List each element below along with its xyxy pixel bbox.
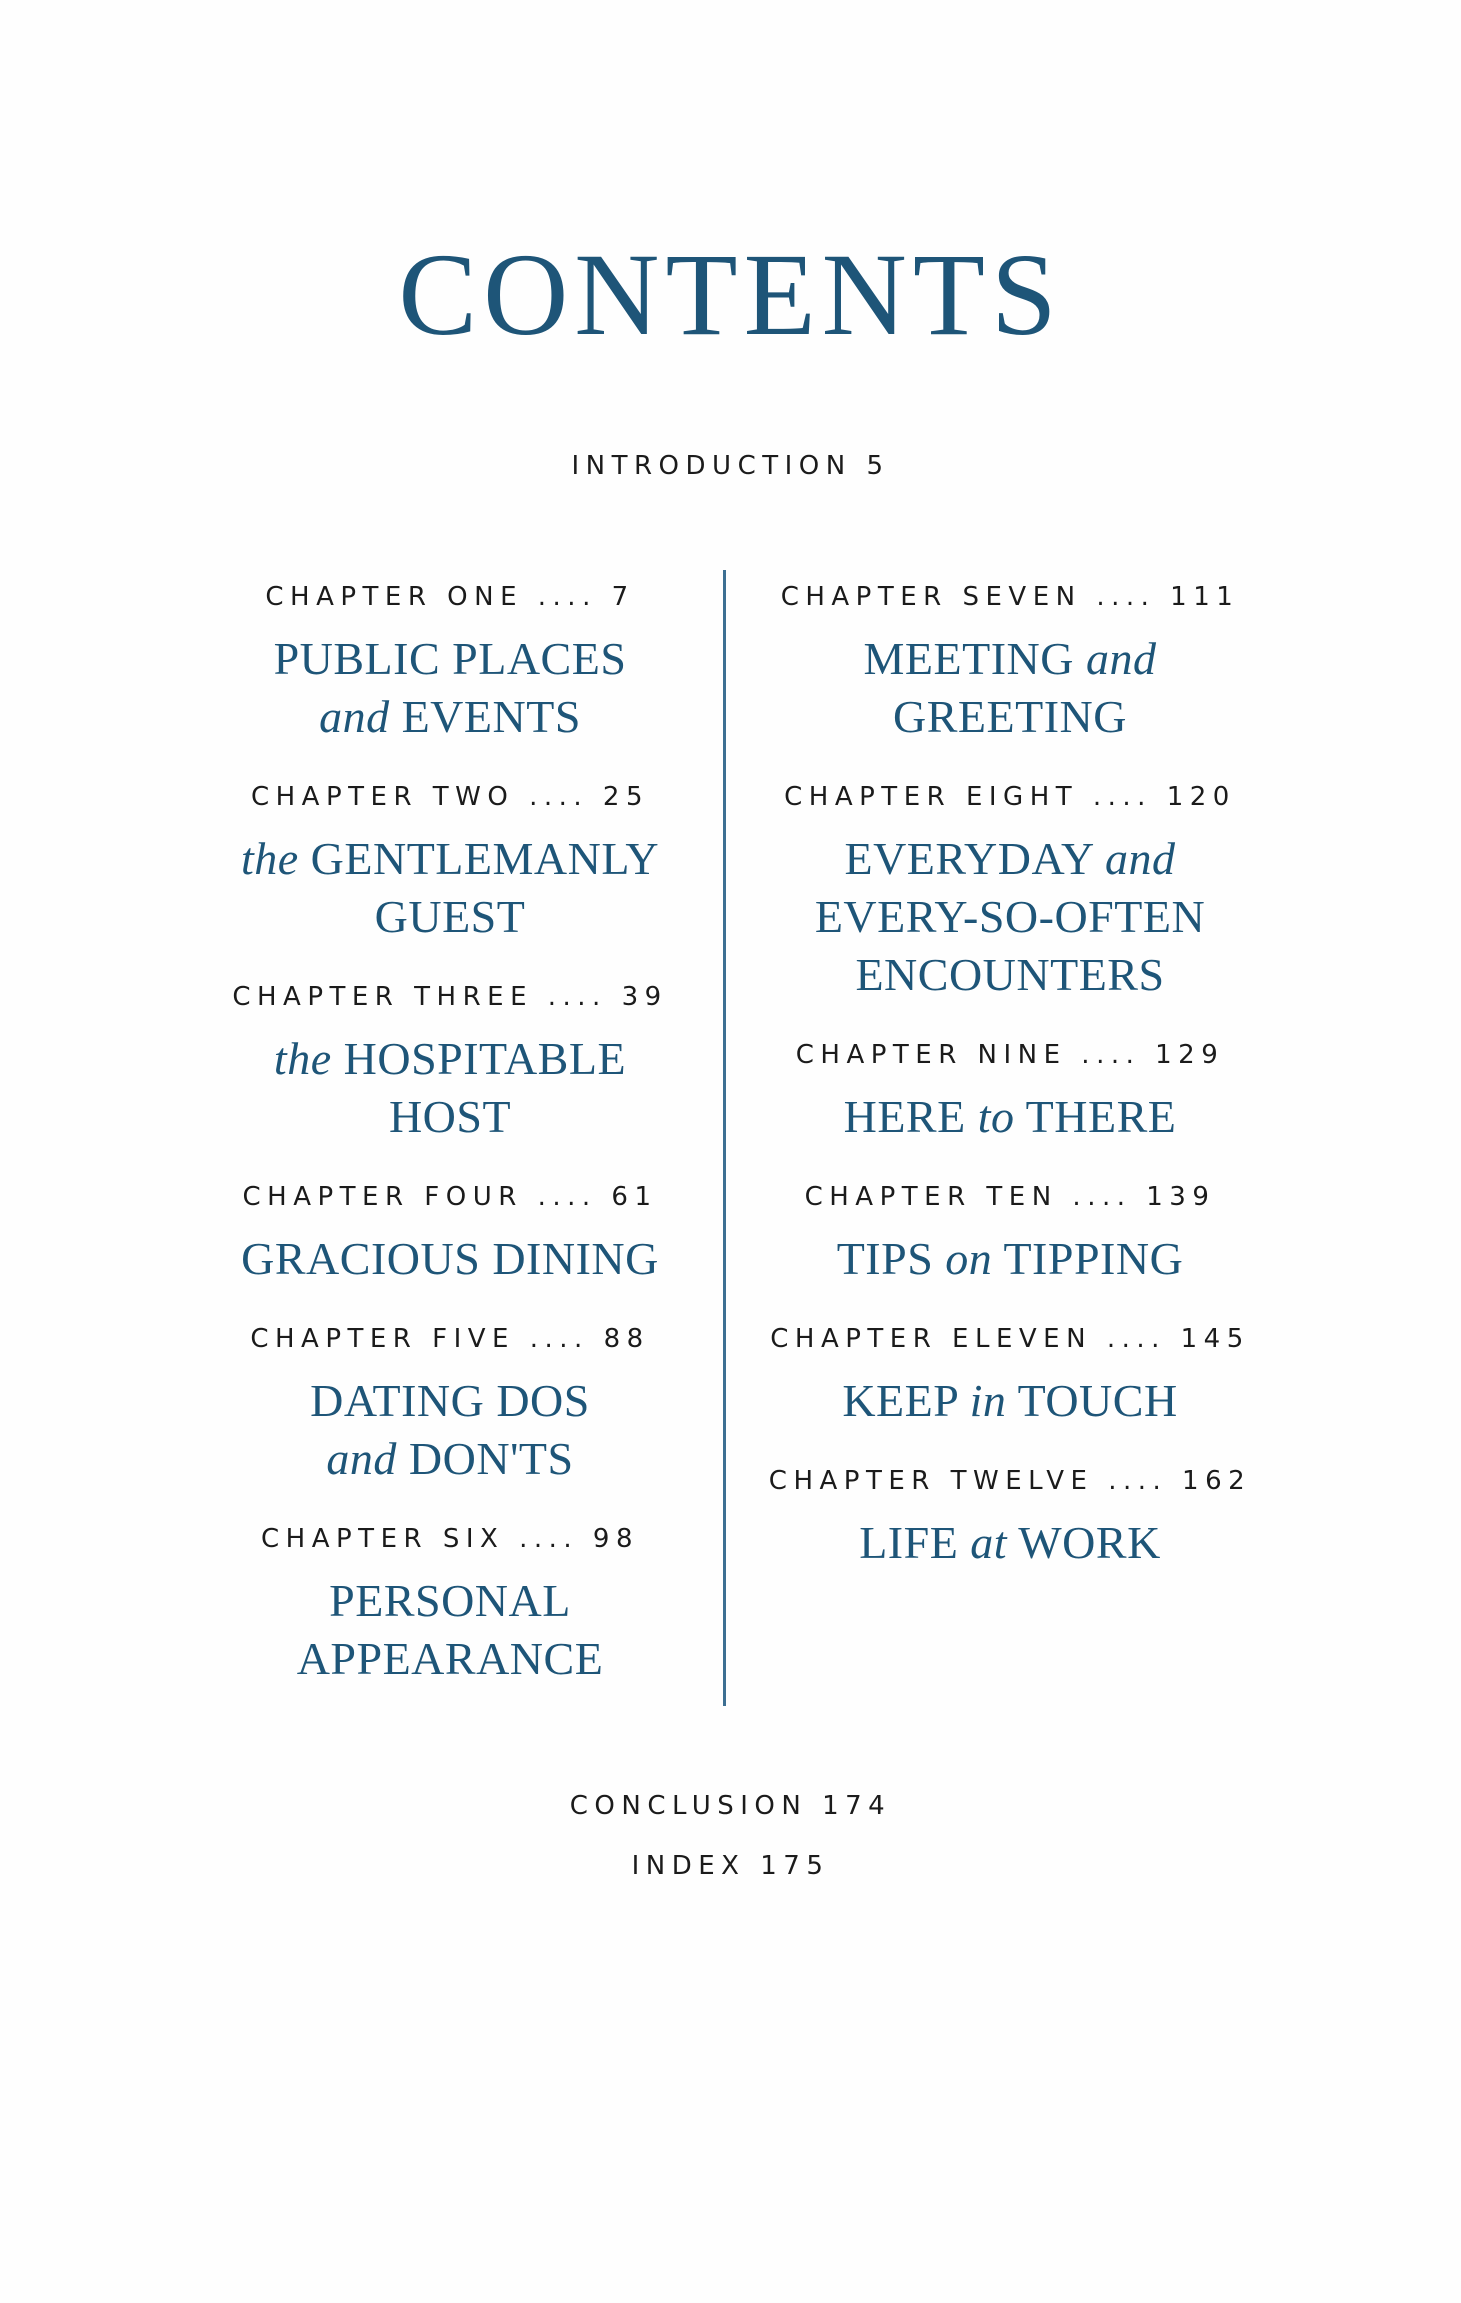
chapter-label: CHAPTER TWO .... 25 xyxy=(250,782,650,812)
chapter-title-line: EVERY-SO-OFTEN xyxy=(814,891,1206,942)
chapter-entry-nine[interactable] xyxy=(730,1038,1290,1146)
chapter-label: CHAPTER TWELVE .... 162 xyxy=(768,1466,1252,1496)
chapter-entry-twelve[interactable] xyxy=(730,1464,1290,1572)
chapter-entry-one[interactable] xyxy=(170,580,730,746)
chapter-title xyxy=(730,630,1290,746)
chapter-entry-four[interactable] xyxy=(170,1180,730,1288)
chapter-label: CHAPTER FIVE .... 88 xyxy=(250,1324,650,1354)
chapter-title-line: PERSONAL xyxy=(329,1575,571,1626)
chapter-entry-ten[interactable] xyxy=(730,1180,1290,1288)
chapter-title-line: PUBLIC PLACES xyxy=(273,633,627,684)
chapter-title-line: MEETING and xyxy=(863,633,1157,684)
chapter-title xyxy=(170,1372,730,1488)
chapter-title-line: LIFE at WORK xyxy=(859,1517,1161,1568)
chapter-label: CHAPTER THREE .... 39 xyxy=(232,982,668,1012)
chapter-entry-eight[interactable] xyxy=(730,780,1290,1004)
chapter-entry-six[interactable] xyxy=(170,1522,730,1688)
chapter-entry-three[interactable] xyxy=(170,980,730,1146)
chapter-label: CHAPTER NINE .... 129 xyxy=(795,1040,1225,1070)
chapter-label: CHAPTER ONE .... 7 xyxy=(265,582,635,612)
chapter-title xyxy=(730,1230,1290,1288)
chapter-label: CHAPTER ELEVEN .... 145 xyxy=(770,1324,1250,1354)
chapter-title-line: the HOSPITABLE xyxy=(273,1033,627,1084)
chapter-entry-five[interactable] xyxy=(170,1322,730,1488)
chapter-title-line: APPEARANCE xyxy=(296,1633,604,1684)
chapter-label: CHAPTER SIX .... 98 xyxy=(261,1524,639,1554)
chapter-title-line: GRACIOUS DINING xyxy=(241,1233,659,1284)
page-title: CONTENTS xyxy=(398,229,1063,360)
chapter-label: CHAPTER EIGHT .... 120 xyxy=(784,782,1236,812)
chapter-title xyxy=(170,1030,730,1146)
chapter-entry-eleven[interactable] xyxy=(730,1322,1290,1430)
index-entry[interactable]: INDEX 175 xyxy=(631,1851,830,1881)
conclusion-entry[interactable]: CONCLUSION 174 xyxy=(569,1791,892,1821)
chapter-title xyxy=(730,1088,1290,1146)
chapter-title-line: and EVENTS xyxy=(319,691,581,742)
chapter-title-line: GUEST xyxy=(374,891,526,942)
introduction-entry[interactable]: INTRODUCTION 5 xyxy=(571,451,890,481)
chapter-title xyxy=(730,830,1290,1004)
chapter-title-line: EVERYDAY and xyxy=(844,833,1176,884)
chapter-title-line: TIPS on TIPPING xyxy=(836,1233,1184,1284)
chapter-title xyxy=(170,830,730,946)
chapter-title-line: and DON'TS xyxy=(326,1433,574,1484)
chapter-entry-seven[interactable] xyxy=(730,580,1290,746)
chapter-entry-two[interactable] xyxy=(170,780,730,946)
chapter-title xyxy=(170,630,730,746)
chapter-label: CHAPTER TEN .... 139 xyxy=(804,1182,1216,1212)
chapter-title-line: ENCOUNTERS xyxy=(855,949,1165,1000)
chapter-title-line: DATING DOS xyxy=(310,1375,590,1426)
chapter-title-line: HERE to THERE xyxy=(843,1091,1177,1142)
chapter-title xyxy=(730,1372,1290,1430)
chapter-title-line: GREETING xyxy=(893,691,1127,742)
chapter-title-line: KEEP in TOUCH xyxy=(842,1375,1178,1426)
chapter-title xyxy=(170,1230,730,1288)
chapter-title-line: HOST xyxy=(388,1091,512,1142)
chapter-label: CHAPTER SEVEN .... 111 xyxy=(780,582,1240,612)
chapter-title-line: the GENTLEMANLY xyxy=(240,833,660,884)
chapter-title xyxy=(170,1572,730,1688)
chapter-title xyxy=(730,1514,1290,1572)
chapter-label: CHAPTER FOUR .... 61 xyxy=(242,1182,658,1212)
